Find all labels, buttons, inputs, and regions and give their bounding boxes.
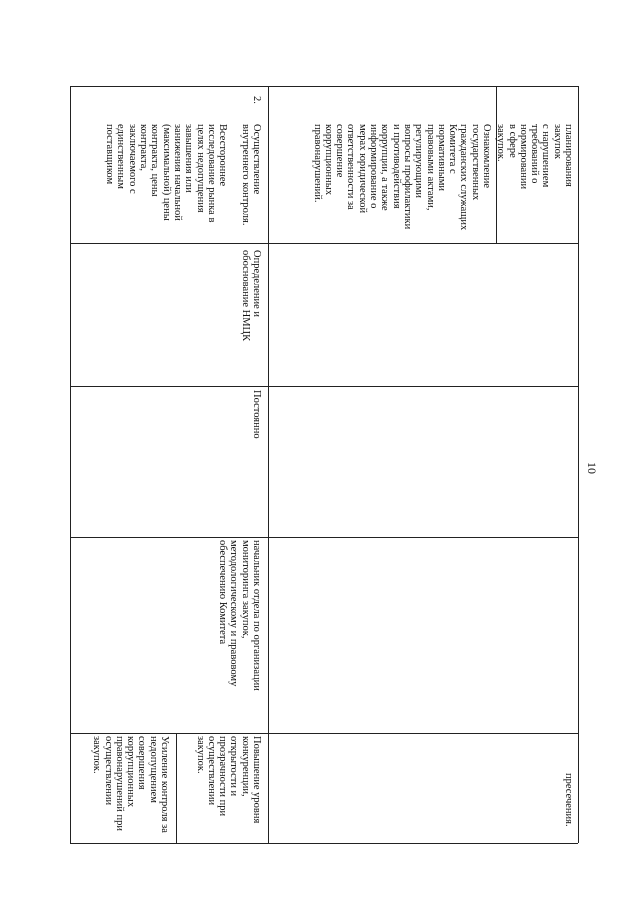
row2-term-cell: Постоянно — [251, 390, 262, 439]
cont-result-cell: пресечения. — [563, 773, 574, 827]
number-column-divider — [578, 86, 579, 843]
row2-measure-cell: Осуществление внутреннего контроля. Всестороннее исследование рынка в целях недопущения завышения или занижения начальной (максимальной) цены контракта, цены контракта, заключаемого с единственным поставщиком — [104, 124, 262, 226]
row2-number: 2. — [251, 96, 262, 104]
column-divider-risk-term — [70, 386, 578, 387]
row2-result-cell-1: Повышение уровня конкуренции, открытости и прозрачности при осуществлении закупок. — [194, 736, 262, 824]
cont-main-cell: планирования закупок с нарушением требований о нормировании в сфере закупок. — [495, 124, 574, 190]
column-divider-responsible-result — [70, 733, 578, 734]
column-divider-term-responsible — [70, 537, 578, 538]
table-border-left — [70, 86, 71, 843]
column-divider-measure-risk — [70, 243, 578, 244]
page-number: 10 — [585, 462, 599, 474]
table-border-top — [70, 86, 578, 87]
cont-sub-cell: Ознакомление государственных гражданских служащих Комитета с нормативными правовыми актами, регулирующими вопросы профилактики и противодействия коррупции, а также информирование о мерах юридической ответственности за совершение коррупционных правонарушений. — [311, 124, 492, 231]
row2-risk-cell: Определение и обоснование НМЦК — [239, 250, 262, 342]
row-divider — [268, 86, 269, 843]
table-border-bottom — [70, 843, 578, 844]
row2-responsible-cell: начальник отдела по организации мониторинга закупок, методологическому и правовому обеспечению Комитета — [217, 540, 262, 691]
row2-result-cell-2: Усиление контроля за недопущением совершения коррупционных правонарушений при осуществлении закупок. — [91, 736, 170, 833]
result-subrow-divider — [176, 733, 177, 843]
